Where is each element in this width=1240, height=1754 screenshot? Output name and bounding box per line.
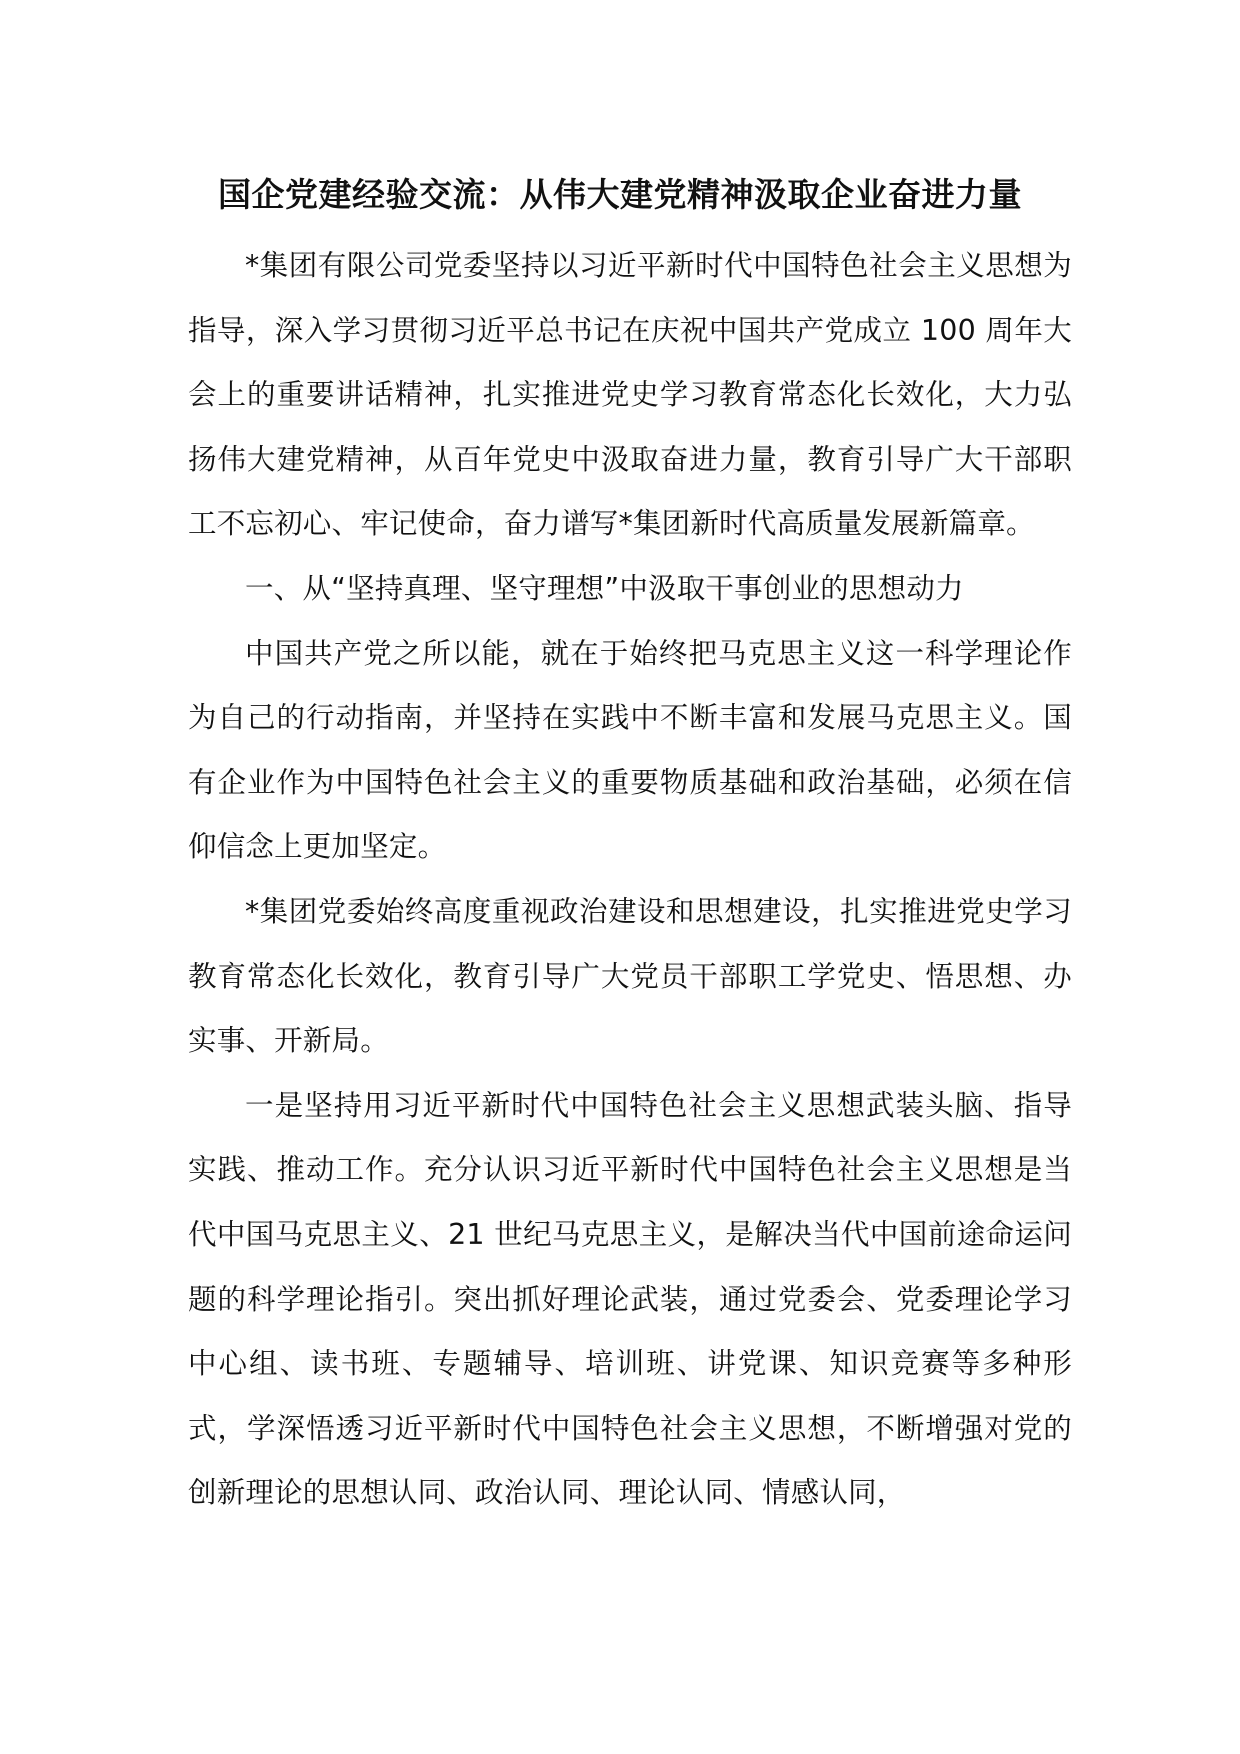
paragraph-party-committee: *集团党委始终高度重视政治建设和思想建设，扎实推进党史学习教育常态化长效化，教育引导广大党员干部职工学党史、悟思想、办实事、开新局。 [188,894,1072,1058]
paragraph-intro: *集团有限公司党委坚持以习近平新时代中国特色社会主义思想为指导，深入学习贯彻习近平总书记在庆祝中国共产党成立 100 周年大会上的重要讲话精神，扎实推进党史学习教育常态化长效化，大力弘扬伟大建党精神，从百年党史中汲取奋进力量，教育引导广大干部职工不忘初心、牢记使命，奋力谱写*集团新时代高质量发展新篇章。 [188,249,1072,541]
document-title: 国企党建经验交流：从伟大建党精神汲取企业奋进力量 [218,175,1022,214]
section-heading-1: 一、从“坚持真理、坚守理想”中汲取干事创业的思想动力 [245,571,964,605]
paragraph-theory: 中国共产党之所以能，就在于始终把马克思主义这一科学理论作为自己的行动指南，并坚持在实践中不断丰富和发展马克思主义。国有企业作为中国特色社会主义的重要物质基础和政治基础，必须在信仰信念上更加坚定。 [188,636,1072,864]
document-body [188,234,1072,1526]
paragraph-point-one: 一是坚持用习近平新时代中国特色社会主义思想武装头脑、指导实践、推动工作。充分认识习近平新时代中国特色社会主义思想是当代中国马克思主义、21 世纪马克思主义，是解决当代中国前途命运问题的科学理论指引。突出抓好理论武装，通过党委会、党委理论学习中心组、读书班、专题辅导、培训班、讲党课、知识竞赛等多种形式，学深悟透习近平新时代中国特色社会主义思想，不断增强对党的创新理论的思想认同、政治认同、理论认同、情感认同， [188,1088,1072,1510]
